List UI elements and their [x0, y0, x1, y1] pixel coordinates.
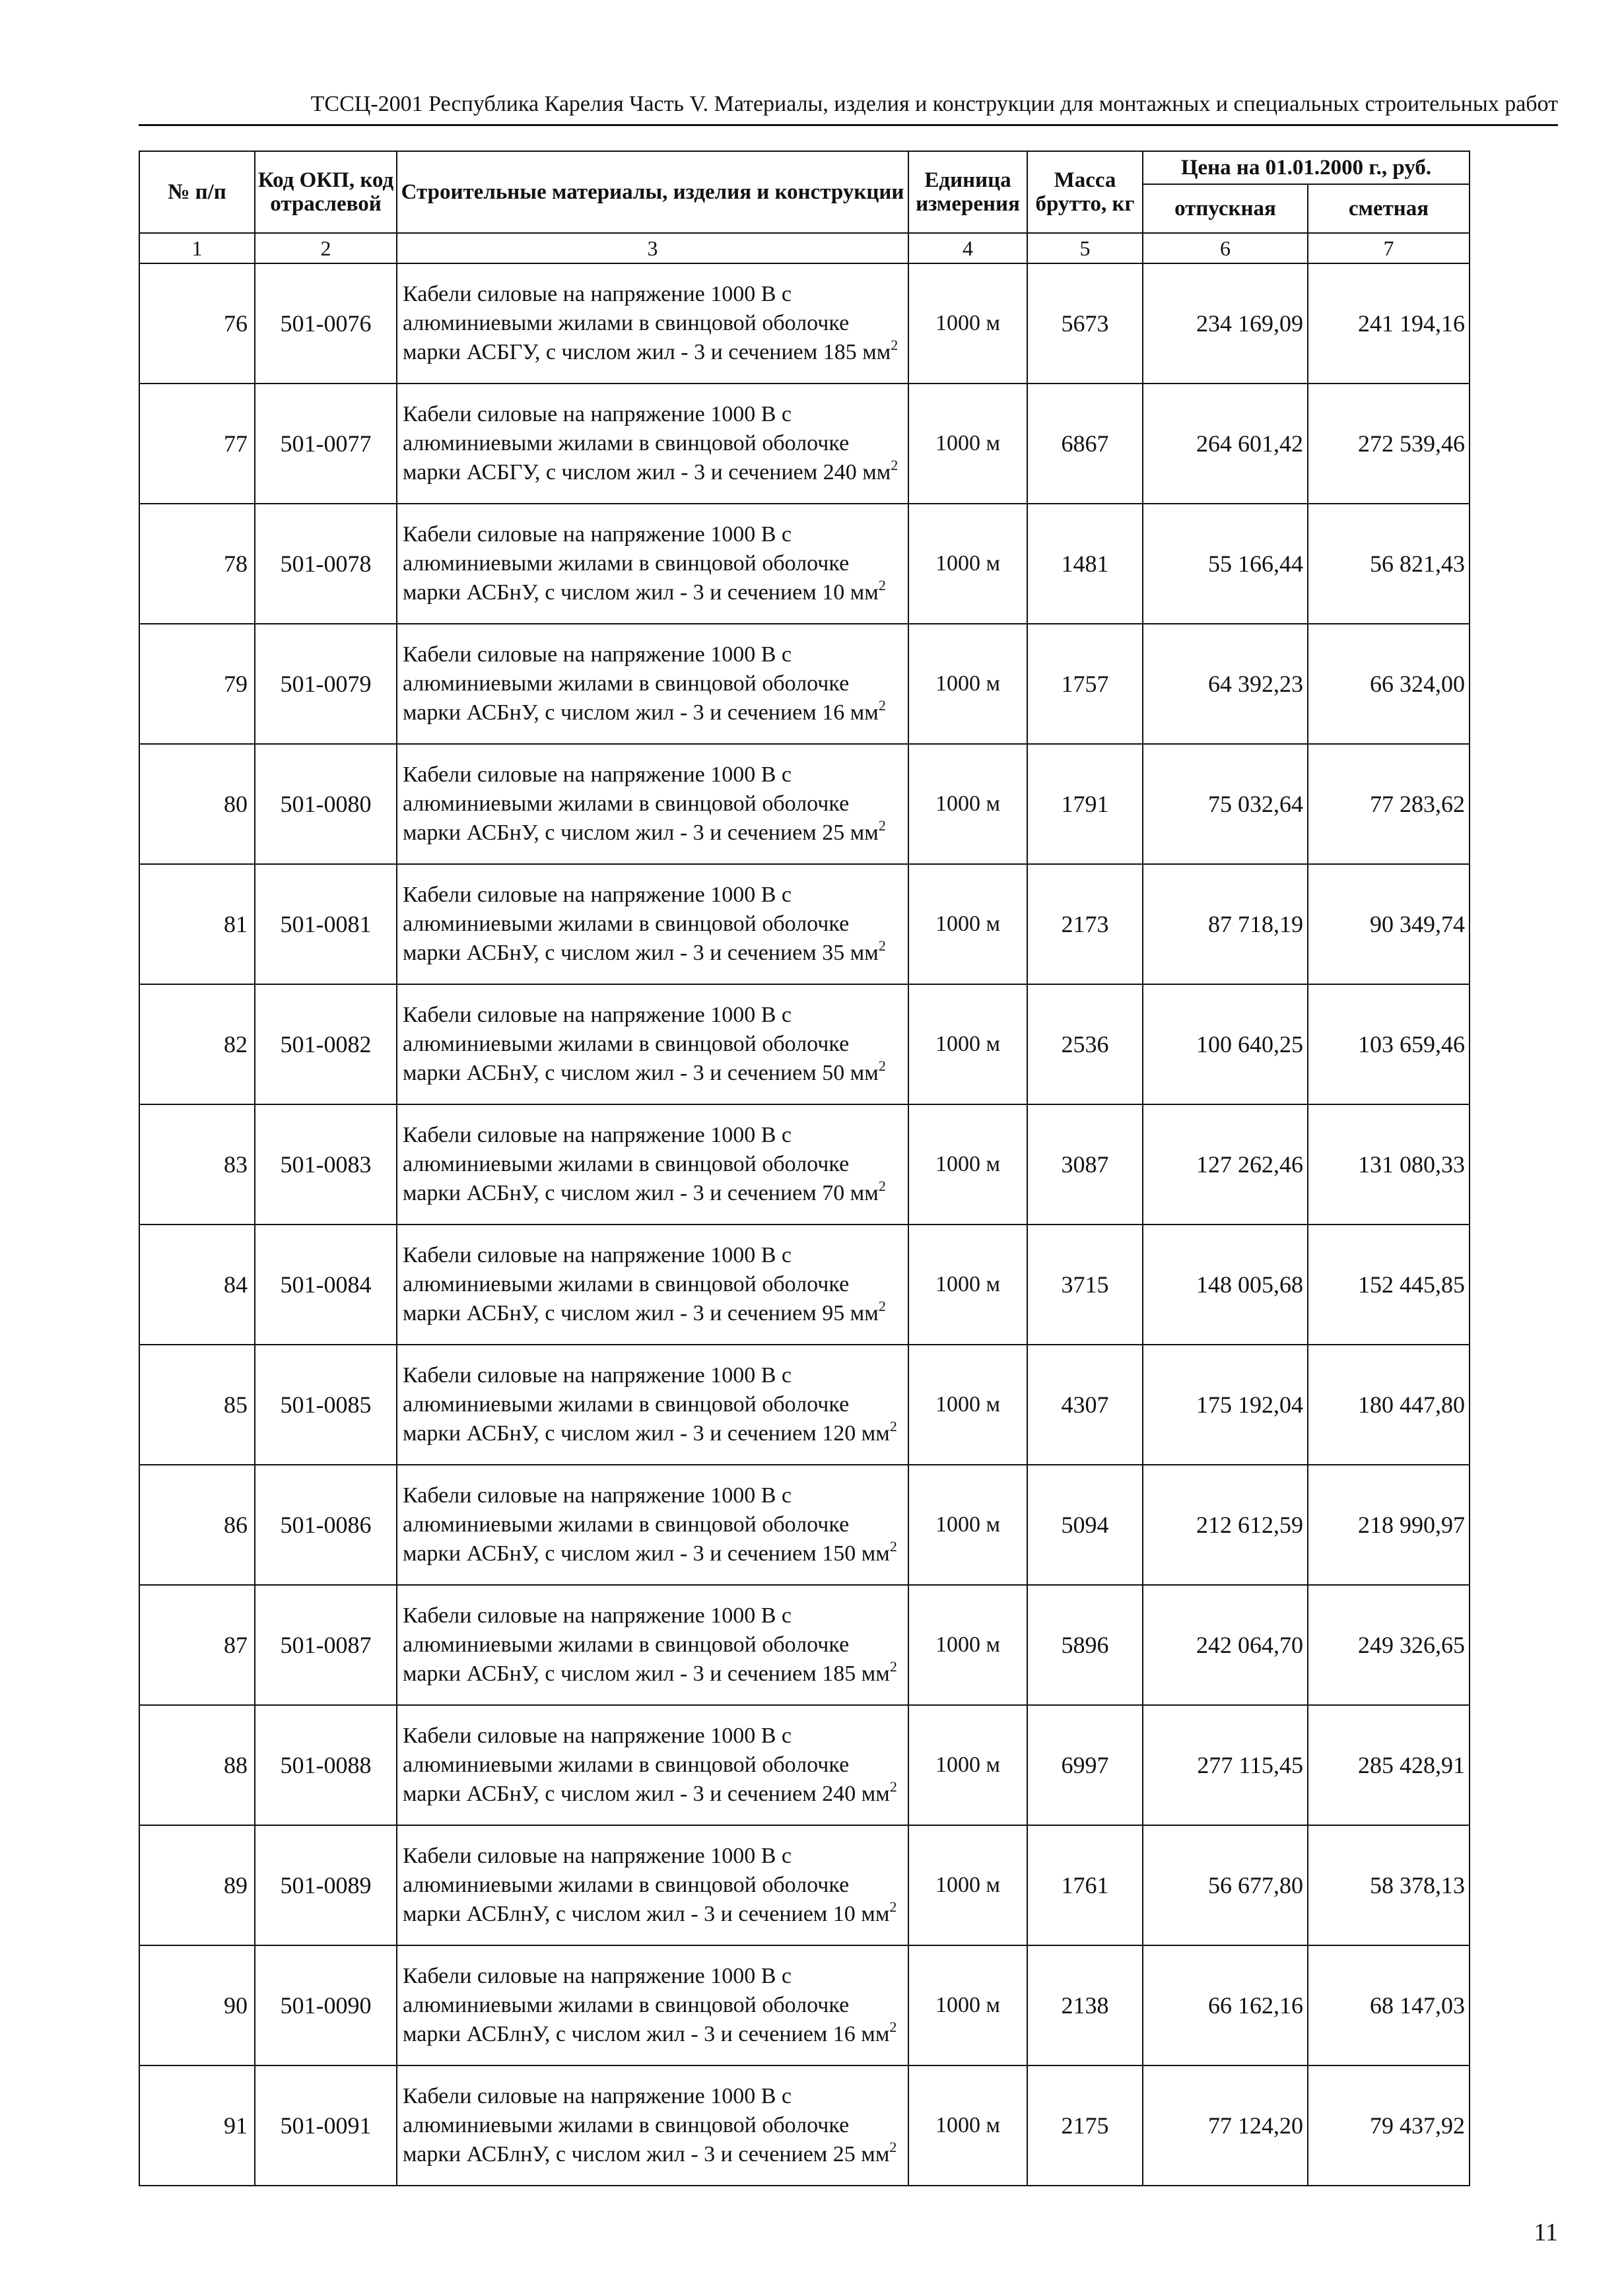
- row-mass: 3087: [1027, 1104, 1143, 1225]
- row-unit: 1000 м: [908, 1825, 1027, 1945]
- row-description-text: Кабели силовые на напряжение 1000 В с алюминиевыми жилами в свинцовой оболочке марки АСБГУ, с числом жил - 3 и сечением 185 мм: [403, 282, 891, 364]
- unit-superscript: 2: [889, 1418, 897, 1434]
- row-description-text: Кабели силовые на напряжение 1000 В с алюминиевыми жилами в свинцовой оболочке марки АСБнУ, с числом жил - 3 и сечением 10 мм: [403, 522, 879, 605]
- row-unit: 1000 м: [908, 744, 1027, 864]
- unit-superscript: 2: [878, 1298, 886, 1314]
- table-row: [139, 984, 1470, 1104]
- table-row: [139, 864, 1470, 984]
- row-price-release: 127 262,46: [1143, 1104, 1308, 1225]
- row-unit: 1000 м: [908, 263, 1027, 384]
- row-price-estimate: 56 821,43: [1308, 504, 1470, 624]
- row-code: 501-0086: [255, 1465, 397, 1585]
- row-price-release: 77 124,20: [1143, 2065, 1308, 2186]
- row-price-estimate: 77 283,62: [1308, 744, 1470, 864]
- unit-superscript: 2: [878, 577, 886, 593]
- table-row: [139, 744, 1470, 864]
- row-number: 80: [139, 744, 255, 864]
- row-unit: 1000 м: [908, 2065, 1027, 2186]
- row-price-release: 64 392,23: [1143, 624, 1308, 744]
- unit-superscript: 2: [889, 2019, 897, 2035]
- row-price-estimate: 103 659,46: [1308, 984, 1470, 1104]
- row-description-text: Кабели силовые на напряжение 1000 В с алюминиевыми жилами в свинцовой оболочке марки АСБнУ, с числом жил - 3 и сечением 185 мм: [403, 1603, 890, 1686]
- row-unit: 1000 м: [908, 1225, 1027, 1345]
- row-code: 501-0082: [255, 984, 397, 1104]
- header-num: № п/п: [139, 151, 255, 233]
- row-mass: 6997: [1027, 1705, 1143, 1825]
- row-description-text: Кабели силовые на напряжение 1000 В с алюминиевыми жилами в свинцовой оболочке марки АСБнУ, с числом жил - 3 и сечением 95 мм: [403, 1243, 879, 1326]
- row-number: 86: [139, 1465, 255, 1585]
- unit-superscript: 2: [891, 337, 898, 353]
- row-mass: 1757: [1027, 624, 1143, 744]
- row-description-text: Кабели силовые на напряжение 1000 В с алюминиевыми жилами в свинцовой оболочке марки АСБнУ, с числом жил - 3 и сечением 120 мм: [403, 1363, 890, 1446]
- row-number: 81: [139, 864, 255, 984]
- row-code: 501-0076: [255, 263, 397, 384]
- row-number: 87: [139, 1585, 255, 1705]
- row-description-text: Кабели силовые на напряжение 1000 В с алюминиевыми жилами в свинцовой оболочке марки АСБнУ, с числом жил - 3 и сечением 240 мм: [403, 1724, 890, 1806]
- row-unit: 1000 м: [908, 1104, 1027, 1225]
- row-number: 90: [139, 1945, 255, 2065]
- row-unit: 1000 м: [908, 1945, 1027, 2065]
- page-number: 11: [1534, 2219, 1558, 2246]
- row-description-text: Кабели силовые на напряжение 1000 В с алюминиевыми жилами в свинцовой оболочке марки АСБлнУ, с числом жил - 3 и сечением 10 мм: [403, 1844, 890, 1926]
- row-code: 501-0083: [255, 1104, 397, 1225]
- table-row: [139, 624, 1470, 744]
- row-price-release: 55 166,44: [1143, 504, 1308, 624]
- row-description: [397, 1225, 908, 1345]
- row-unit: 1000 м: [908, 1585, 1027, 1705]
- column-number: 3: [397, 233, 908, 263]
- row-mass: 6867: [1027, 384, 1143, 504]
- row-description-text: Кабели силовые на напряжение 1000 В с алюминиевыми жилами в свинцовой оболочке марки АСБнУ, с числом жил - 3 и сечением 70 мм: [403, 1123, 879, 1205]
- row-description: [397, 744, 908, 864]
- row-description: [397, 1345, 908, 1465]
- row-description: [397, 504, 908, 624]
- header-price-group: Цена на 01.01.2000 г., руб.: [1143, 151, 1470, 184]
- row-mass: 5896: [1027, 1585, 1143, 1705]
- row-number: 83: [139, 1104, 255, 1225]
- column-number: 7: [1308, 233, 1470, 263]
- column-number: 4: [908, 233, 1027, 263]
- row-unit: 1000 м: [908, 1705, 1027, 1825]
- row-price-estimate: 79 437,92: [1308, 2065, 1470, 2186]
- row-number: 84: [139, 1225, 255, 1345]
- row-price-estimate: 218 990,97: [1308, 1465, 1470, 1585]
- row-price-estimate: 58 378,13: [1308, 1825, 1470, 1945]
- row-code: 501-0087: [255, 1585, 397, 1705]
- row-description-text: Кабели силовые на напряжение 1000 В с алюминиевыми жилами в свинцовой оболочке марки АСБнУ, с числом жил - 3 и сечением 25 мм: [403, 762, 879, 845]
- row-price-estimate: 68 147,03: [1308, 1945, 1470, 2065]
- row-mass: 1791: [1027, 744, 1143, 864]
- header-price-release: отпускная: [1143, 184, 1308, 233]
- row-number: 79: [139, 624, 255, 744]
- row-price-release: 56 677,80: [1143, 1825, 1308, 1945]
- row-code: 501-0078: [255, 504, 397, 624]
- row-number: 77: [139, 384, 255, 504]
- row-description-text: Кабели силовые на напряжение 1000 В с алюминиевыми жилами в свинцовой оболочке марки АСБГУ, с числом жил - 3 и сечением 240 мм: [403, 402, 891, 485]
- row-unit: 1000 м: [908, 504, 1027, 624]
- row-description: [397, 1585, 908, 1705]
- row-unit: 1000 м: [908, 864, 1027, 984]
- row-code: 501-0080: [255, 744, 397, 864]
- row-price-estimate: 131 080,33: [1308, 1104, 1470, 1225]
- unit-superscript: 2: [891, 457, 898, 473]
- row-number: 85: [139, 1345, 255, 1465]
- column-number: 2: [255, 233, 397, 263]
- row-price-release: 277 115,45: [1143, 1705, 1308, 1825]
- row-description: [397, 864, 908, 984]
- row-price-estimate: 90 349,74: [1308, 864, 1470, 984]
- row-code: 501-0081: [255, 864, 397, 984]
- unit-superscript: 2: [889, 1658, 897, 1675]
- row-code: 501-0091: [255, 2065, 397, 2186]
- table-row: [139, 2065, 1470, 2186]
- row-code: 501-0084: [255, 1225, 397, 1345]
- row-code: 501-0079: [255, 624, 397, 744]
- row-price-release: 242 064,70: [1143, 1585, 1308, 1705]
- table-row: [139, 1945, 1470, 2065]
- row-number: 89: [139, 1825, 255, 1945]
- row-mass: 3715: [1027, 1225, 1143, 1345]
- column-number-row: [139, 233, 1470, 263]
- header-mass: Масса брутто, кг: [1027, 151, 1143, 233]
- row-price-release: 66 162,16: [1143, 1945, 1308, 2065]
- unit-superscript: 2: [878, 937, 886, 954]
- row-description: [397, 624, 908, 744]
- row-description-text: Кабели силовые на напряжение 1000 В с алюминиевыми жилами в свинцовой оболочке марки АСБнУ, с числом жил - 3 и сечением 50 мм: [403, 1003, 879, 1085]
- row-description: [397, 1705, 908, 1825]
- row-mass: 2173: [1027, 864, 1143, 984]
- table-row: [139, 1585, 1470, 1705]
- row-price-release: 148 005,68: [1143, 1225, 1308, 1345]
- row-price-estimate: 66 324,00: [1308, 624, 1470, 744]
- row-unit: 1000 м: [908, 1465, 1027, 1585]
- row-price-release: 75 032,64: [1143, 744, 1308, 864]
- unit-superscript: 2: [878, 1178, 886, 1194]
- running-header: ТССЦ-2001 Республика Карелия Часть V. Материалы, изделия и конструкции для монтажных и специальных строительных работ: [139, 84, 1558, 126]
- table-row: [139, 263, 1470, 384]
- row-code: 501-0089: [255, 1825, 397, 1945]
- row-unit: 1000 м: [908, 984, 1027, 1104]
- header-name: Строительные материалы, изделия и конструкции: [397, 151, 908, 233]
- row-description: [397, 1104, 908, 1225]
- row-mass: 1761: [1027, 1825, 1143, 1945]
- unit-superscript: 2: [889, 1778, 897, 1795]
- row-description-text: Кабели силовые на напряжение 1000 В с алюминиевыми жилами в свинцовой оболочке марки АСБнУ, с числом жил - 3 и сечением 35 мм: [403, 883, 879, 965]
- row-unit: 1000 м: [908, 624, 1027, 744]
- row-description: [397, 1945, 908, 2065]
- row-number: 91: [139, 2065, 255, 2186]
- row-price-release: 87 718,19: [1143, 864, 1308, 984]
- row-mass: 2175: [1027, 2065, 1143, 2186]
- table-row: [139, 1705, 1470, 1825]
- row-description-text: Кабели силовые на напряжение 1000 В с алюминиевыми жилами в свинцовой оболочке марки АСБлнУ, с числом жил - 3 и сечением 25 мм: [403, 2084, 890, 2166]
- row-code: 501-0077: [255, 384, 397, 504]
- unit-superscript: 2: [878, 697, 886, 714]
- column-number: 5: [1027, 233, 1143, 263]
- row-unit: 1000 м: [908, 1345, 1027, 1465]
- table-row: [139, 1104, 1470, 1225]
- row-description-text: Кабели силовые на напряжение 1000 В с алюминиевыми жилами в свинцовой оболочке марки АСБлнУ, с числом жил - 3 и сечением 16 мм: [403, 1964, 890, 2046]
- table-row: [139, 1465, 1470, 1585]
- row-price-estimate: 152 445,85: [1308, 1225, 1470, 1345]
- row-mass: 2536: [1027, 984, 1143, 1104]
- price-table: [139, 151, 1470, 2186]
- unit-superscript: 2: [878, 817, 886, 834]
- header-code: Код ОКП, код отраслевой: [255, 151, 397, 233]
- row-mass: 1481: [1027, 504, 1143, 624]
- row-price-release: 100 640,25: [1143, 984, 1308, 1104]
- row-code: 501-0085: [255, 1345, 397, 1465]
- row-number: 88: [139, 1705, 255, 1825]
- row-price-estimate: 180 447,80: [1308, 1345, 1470, 1465]
- row-description: [397, 2065, 908, 2186]
- row-description: [397, 263, 908, 384]
- row-mass: 4307: [1027, 1345, 1143, 1465]
- unit-superscript: 2: [889, 1538, 897, 1555]
- row-mass: 2138: [1027, 1945, 1143, 2065]
- table-row: [139, 504, 1470, 624]
- column-number: 6: [1143, 233, 1308, 263]
- unit-superscript: 2: [889, 2139, 897, 2155]
- row-price-release: 175 192,04: [1143, 1345, 1308, 1465]
- row-price-estimate: 241 194,16: [1308, 263, 1470, 384]
- row-price-release: 212 612,59: [1143, 1465, 1308, 1585]
- row-price-release: 234 169,09: [1143, 263, 1308, 384]
- table-row: [139, 1225, 1470, 1345]
- row-code: 501-0090: [255, 1945, 397, 2065]
- row-number: 82: [139, 984, 255, 1104]
- row-description: [397, 1825, 908, 1945]
- row-price-release: 264 601,42: [1143, 384, 1308, 504]
- row-number: 76: [139, 263, 255, 384]
- header-price-estimate: сметная: [1308, 184, 1470, 233]
- row-description: [397, 1465, 908, 1585]
- row-price-estimate: 272 539,46: [1308, 384, 1470, 504]
- row-description: [397, 384, 908, 504]
- unit-superscript: 2: [889, 1898, 897, 1915]
- row-number: 78: [139, 504, 255, 624]
- table-row: [139, 1825, 1470, 1945]
- row-unit: 1000 м: [908, 384, 1027, 504]
- row-price-estimate: 249 326,65: [1308, 1585, 1470, 1705]
- header-unit: Единица измерения: [908, 151, 1027, 233]
- column-number: 1: [139, 233, 255, 263]
- unit-superscript: 2: [878, 1057, 886, 1074]
- row-price-estimate: 285 428,91: [1308, 1705, 1470, 1825]
- row-description-text: Кабели силовые на напряжение 1000 В с алюминиевыми жилами в свинцовой оболочке марки АСБнУ, с числом жил - 3 и сечением 16 мм: [403, 642, 879, 725]
- row-mass: 5673: [1027, 263, 1143, 384]
- row-code: 501-0088: [255, 1705, 397, 1825]
- row-description: [397, 984, 908, 1104]
- row-mass: 5094: [1027, 1465, 1143, 1585]
- row-description-text: Кабели силовые на напряжение 1000 В с алюминиевыми жилами в свинцовой оболочке марки АСБнУ, с числом жил - 3 и сечением 150 мм: [403, 1483, 890, 1566]
- table-row: [139, 1345, 1470, 1465]
- table-row: [139, 384, 1470, 504]
